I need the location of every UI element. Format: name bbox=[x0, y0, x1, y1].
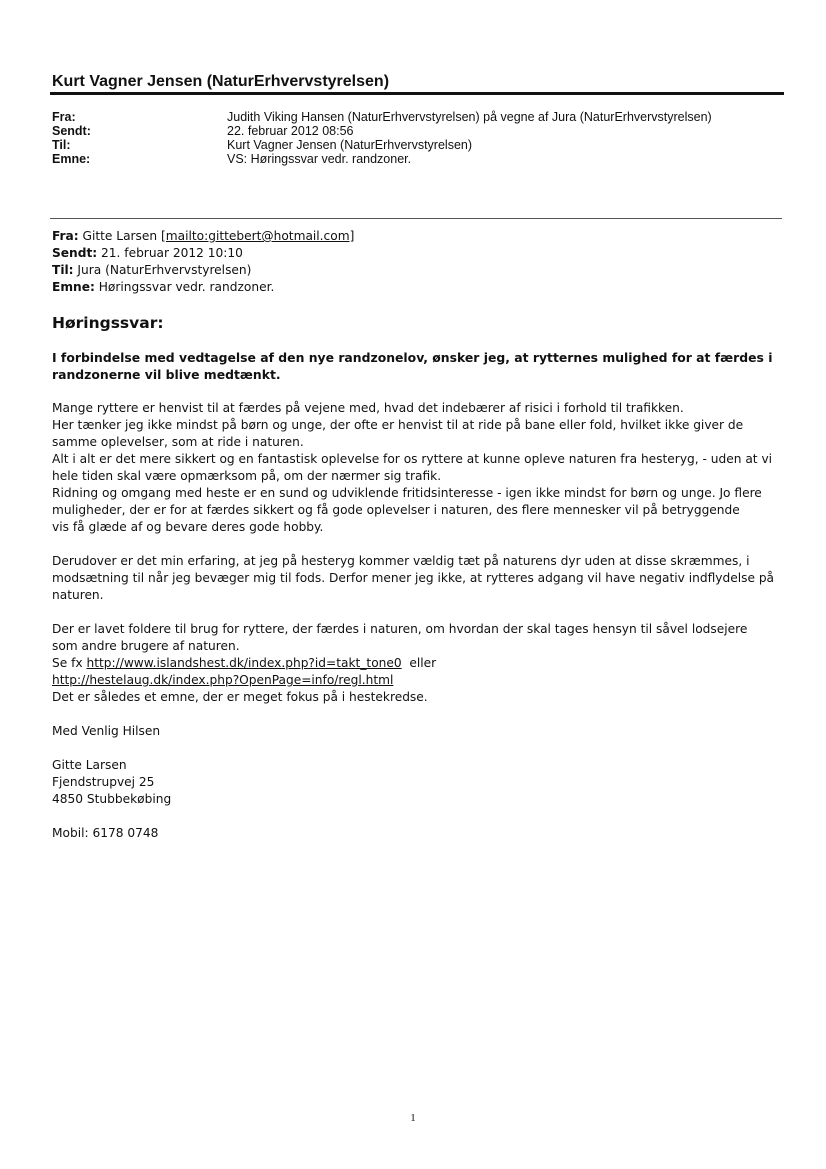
se-fx-text: Se fx bbox=[52, 656, 83, 670]
email-header bbox=[52, 110, 712, 166]
message-body bbox=[52, 400, 792, 859]
signature-city: 4850 Stubbekøbing bbox=[52, 792, 172, 806]
forwarded-header bbox=[52, 228, 354, 296]
document-title: Kurt Vagner Jensen (NaturErhvervstyrelsen) bbox=[52, 73, 390, 90]
section-heading: Høringssvar: bbox=[52, 314, 164, 332]
paragraph-line: Ridning og omgang med heste er en sund og udviklende fritidsinteresse - igen ikke mindst for børn og unge. Jo flere bbox=[52, 486, 762, 500]
paragraph-1 bbox=[52, 400, 792, 536]
hestelaug-link[interactable]: http://hestelaug.dk/index.php?OpenPage=info/regl.html bbox=[52, 673, 394, 687]
lead-paragraph: I forbindelse med vedtagelse af den nye randzonelov, ønsker jeg, at rytternes mulighed for at færdes i randzonerne vil blive medtænkt. bbox=[52, 350, 773, 382]
paragraph-3 bbox=[52, 621, 792, 706]
forwarded-sent-value: 21. februar 2012 10:10 bbox=[101, 246, 243, 260]
forwarded-from-name: Gitte Larsen bbox=[82, 229, 158, 243]
paragraph-line: muligheder, der er for at færdes sikkert og få gode oplevelser i naturen, des flere mennesker vil på betryggende bbox=[52, 503, 740, 517]
forwarded-sent-label: Sendt: bbox=[52, 246, 98, 260]
signature-block bbox=[52, 757, 792, 808]
forwarded-to-row bbox=[52, 262, 354, 279]
forwarded-subject-label: Emne: bbox=[52, 280, 95, 294]
forward-separator bbox=[50, 218, 782, 219]
signature-name: Gitte Larsen bbox=[52, 758, 127, 772]
header-to-row bbox=[52, 138, 712, 152]
forwarded-sent-row bbox=[52, 245, 354, 262]
paragraph-line: samme oplevelser, som at ride i naturen. bbox=[52, 435, 304, 449]
links-line-2 bbox=[52, 672, 792, 689]
header-subject-value: VS: Høringssvar vedr. randzoner. bbox=[227, 152, 412, 166]
header-from-value: Judith Viking Hansen (NaturErhvervstyrelsen) på vegne af Jura (NaturErhvervstyrelsen) bbox=[227, 110, 712, 124]
paragraph-2 bbox=[52, 553, 792, 604]
paragraph-line: Derudover er det min erfaring, at jeg på hesteryg kommer vældig tæt på naturens dyr uden at disse skræmmes, i bbox=[52, 554, 750, 568]
forwarded-to-label: Til: bbox=[52, 263, 74, 277]
forwarded-from-label: Fra: bbox=[52, 229, 79, 243]
links-line bbox=[52, 655, 792, 672]
header-to-label: Til: bbox=[52, 138, 71, 152]
header-to-value: Kurt Vagner Jensen (NaturErhvervstyrelsen) bbox=[227, 138, 473, 152]
forwarded-subject-value: Høringssvar vedr. randzoner. bbox=[98, 280, 275, 294]
forwarded-to-value: Jura (NaturErhvervstyrelsen) bbox=[77, 263, 252, 277]
title-underline bbox=[50, 92, 784, 95]
paragraph-line: Her tænker jeg ikke mindst på børn og unge, der ofte er henvist til at ride på bane eller fold, hvilket ikke giver de bbox=[52, 418, 744, 432]
header-from-row bbox=[52, 110, 712, 124]
header-sent-row bbox=[52, 124, 712, 138]
paragraph-line: hele tiden skal være opmærksom på, om der nærmer sig trafik. bbox=[52, 469, 442, 483]
page-number: 1 bbox=[410, 1112, 416, 1124]
forwarded-from-row bbox=[52, 228, 354, 245]
header-from-label: Fra: bbox=[52, 110, 76, 124]
eller-text: eller bbox=[409, 656, 437, 670]
forwarded-subject-row bbox=[52, 279, 354, 296]
paragraph-line: som andre brugere af naturen. bbox=[52, 639, 240, 653]
paragraph-line: Der er lavet foldere til brug for ryttere, der færdes i naturen, om hvordan der skal tages hensyn til såvel lodsejere bbox=[52, 622, 748, 636]
header-subject-label: Emne: bbox=[52, 152, 91, 166]
paragraph-line: Mange ryttere er henvist til at færdes på vejene med, hvad det indebærer af risici i forhold til trafikken. bbox=[52, 401, 684, 415]
header-subject-row bbox=[52, 152, 712, 166]
signature-street: Fjendstrupvej 25 bbox=[52, 775, 155, 789]
paragraph-line: naturen. bbox=[52, 588, 104, 602]
paragraph-line: Alt i alt er det mere sikkert og en fantastisk oplevelse for os ryttere at kunne opleve naturen fra hesteryg, - uden at vi bbox=[52, 452, 773, 466]
closing: Med Venlig Hilsen bbox=[52, 724, 161, 738]
islandshest-link[interactable]: http://www.islandshest.dk/index.php?id=takt_tone0 bbox=[86, 656, 402, 670]
forwarded-mailto-link[interactable]: [mailto:gittebert@hotmail.com] bbox=[161, 229, 355, 243]
header-sent-label: Sendt: bbox=[52, 124, 91, 138]
header-sent-value: 22. februar 2012 08:56 bbox=[227, 124, 354, 138]
paragraph-line: vis få glæde af og bevare deres gode hobby. bbox=[52, 520, 324, 534]
paragraph-line: modsætning til når jeg bevæger mig til fods. Derfor mener jeg ikke, at rytteres adgang vil have negativ indflydelse på bbox=[52, 571, 775, 585]
mobile-number: Mobil: 6178 0748 bbox=[52, 826, 159, 840]
paragraph-line: Det er således et emne, der er meget fokus på i hestekredse. bbox=[52, 690, 428, 704]
